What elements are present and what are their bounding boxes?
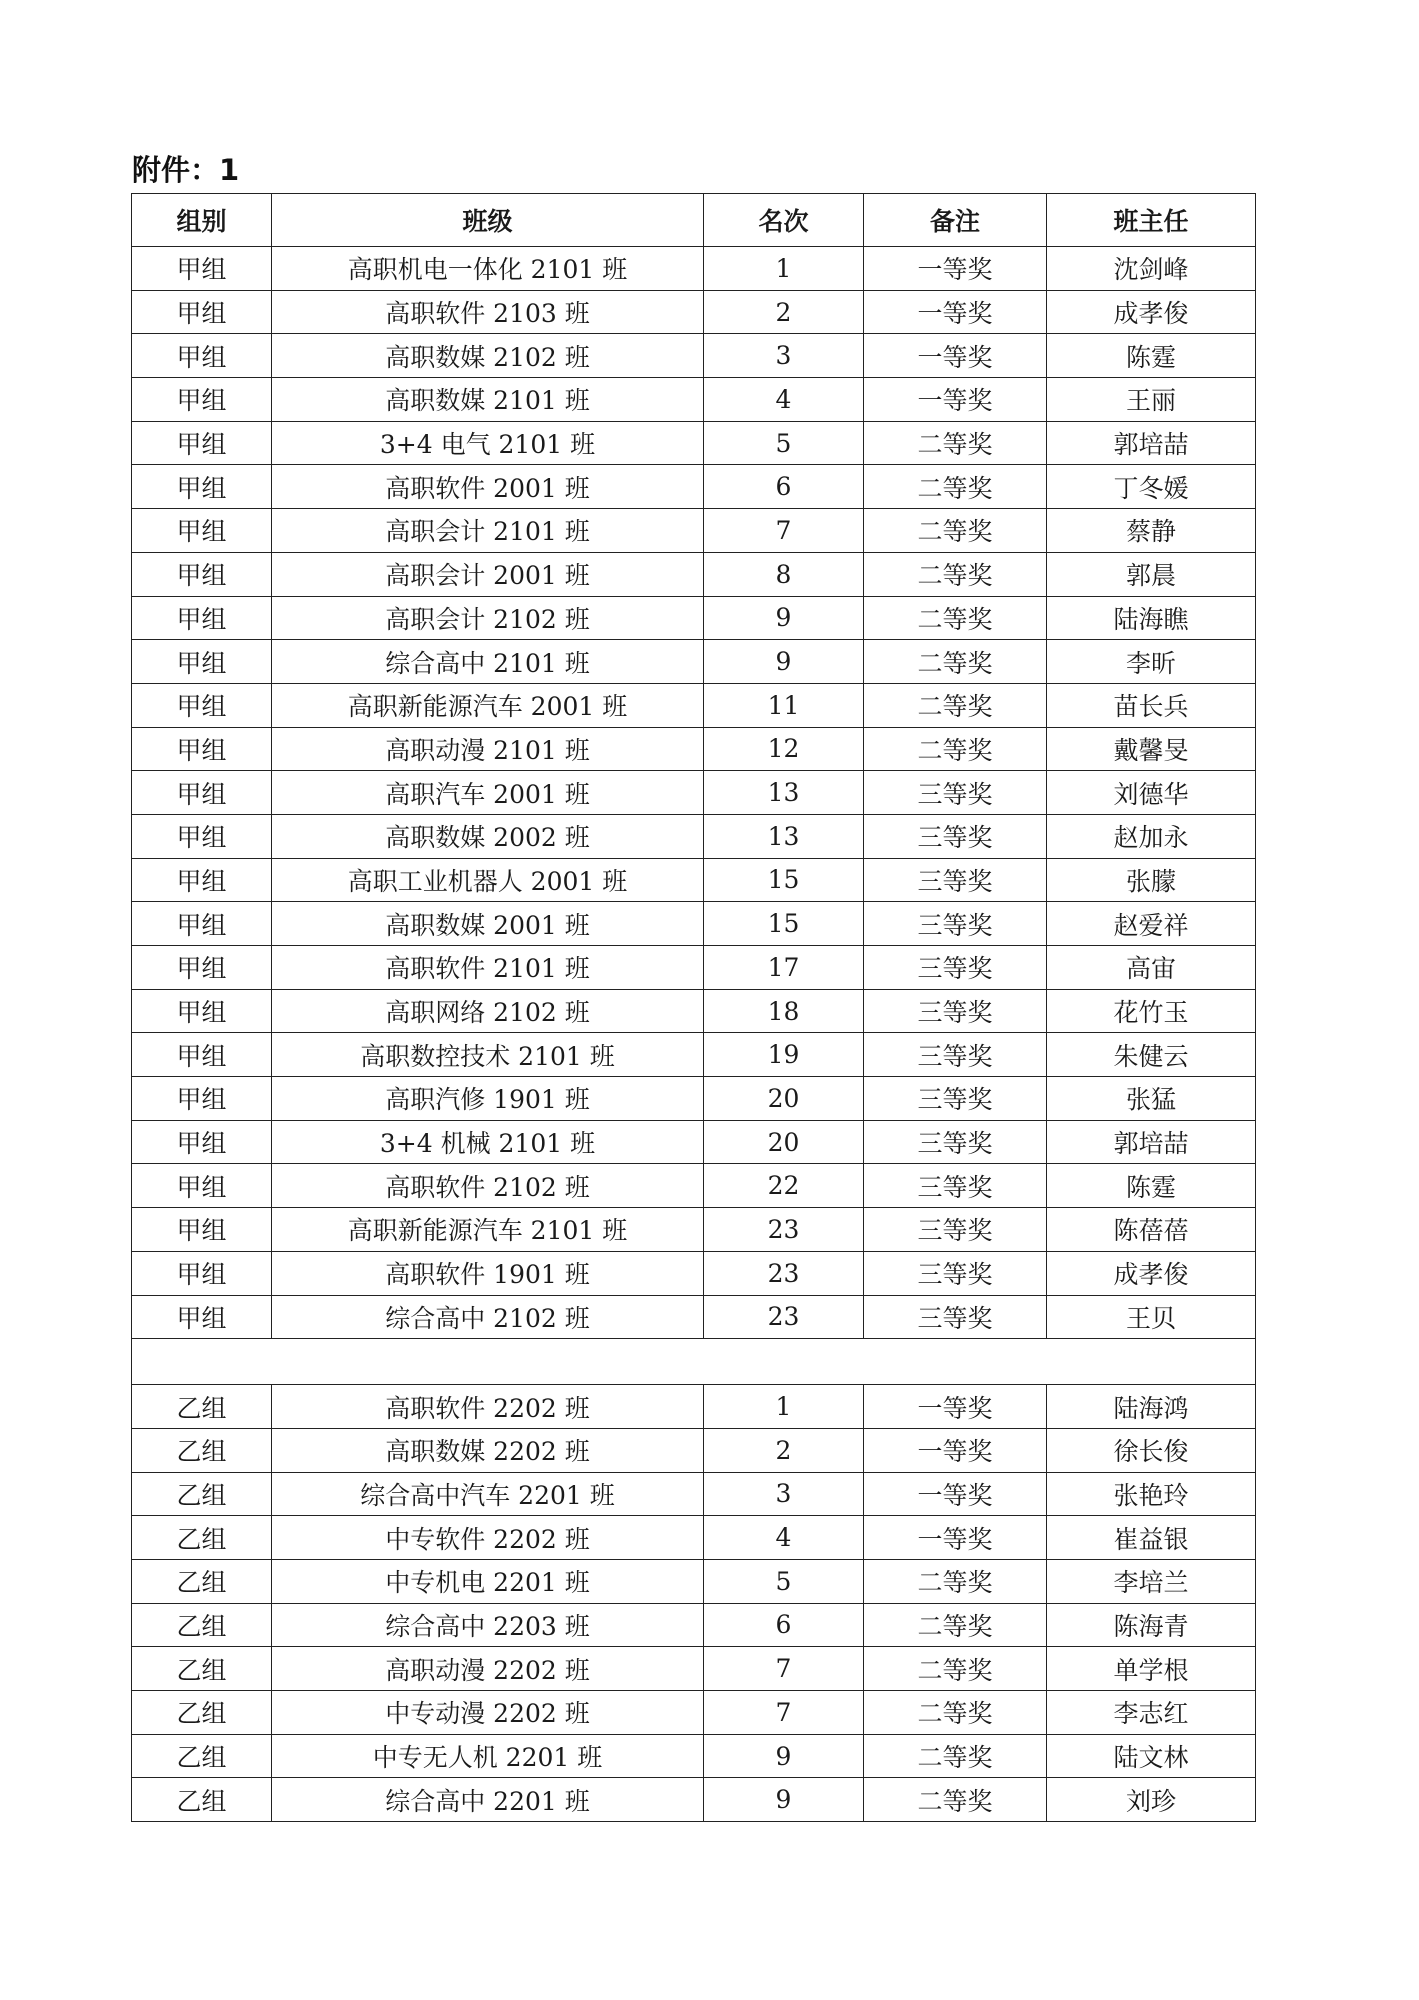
- cell-class: 高职数媒 2002 班: [272, 814, 704, 858]
- table-row: [132, 683, 1256, 727]
- group-b-rows: [132, 1385, 1256, 1822]
- cell-rank: 7: [704, 1647, 864, 1691]
- cell-rank: 13: [704, 814, 864, 858]
- cell-rank: 19: [704, 1033, 864, 1077]
- cell-class: 高职软件 2103 班: [272, 290, 704, 334]
- cell-note: 一等奖: [864, 247, 1047, 291]
- attachment-label: 附件：1: [132, 153, 240, 187]
- cell-note: 二等奖: [864, 1603, 1047, 1647]
- cell-rank: 9: [704, 596, 864, 640]
- table-row: [132, 1033, 1256, 1077]
- cell-rank: 22: [704, 1164, 864, 1208]
- cell-note: 二等奖: [864, 465, 1047, 509]
- cell-rank: 1: [704, 247, 864, 291]
- cell-group: 甲组: [132, 1077, 272, 1121]
- cell-group: 甲组: [132, 946, 272, 990]
- cell-group: 乙组: [132, 1559, 272, 1603]
- awards-table: [131, 193, 1256, 1822]
- table-row: [132, 1295, 1256, 1339]
- cell-class: 高职数媒 2001 班: [272, 902, 704, 946]
- cell-class: 高职数媒 2102 班: [272, 334, 704, 378]
- table-row: [132, 290, 1256, 334]
- cell-note: 三等奖: [864, 1295, 1047, 1339]
- cell-note: 一等奖: [864, 1516, 1047, 1560]
- cell-teacher: 李培兰: [1047, 1559, 1256, 1603]
- cell-group: 甲组: [132, 771, 272, 815]
- cell-teacher: 张朦: [1047, 858, 1256, 902]
- table-row: [132, 640, 1256, 684]
- cell-teacher: 陈霆: [1047, 1164, 1256, 1208]
- cell-class: 中专软件 2202 班: [272, 1516, 704, 1560]
- cell-rank: 20: [704, 1120, 864, 1164]
- cell-rank: 23: [704, 1295, 864, 1339]
- cell-teacher: 陈霆: [1047, 334, 1256, 378]
- cell-group: 甲组: [132, 989, 272, 1033]
- cell-rank: 20: [704, 1077, 864, 1121]
- cell-rank: 2: [704, 290, 864, 334]
- cell-rank: 13: [704, 771, 864, 815]
- cell-note: 二等奖: [864, 640, 1047, 684]
- cell-group: 甲组: [132, 596, 272, 640]
- cell-rank: 23: [704, 1208, 864, 1252]
- cell-group: 甲组: [132, 509, 272, 553]
- table-row: [132, 509, 1256, 553]
- cell-teacher: 徐长俊: [1047, 1428, 1256, 1472]
- cell-group: 甲组: [132, 1120, 272, 1164]
- cell-group: 乙组: [132, 1691, 272, 1735]
- cell-group: 甲组: [132, 552, 272, 596]
- cell-note: 三等奖: [864, 814, 1047, 858]
- group-a-rows: [132, 247, 1256, 1339]
- cell-teacher: 陆海鸿: [1047, 1385, 1256, 1429]
- cell-note: 二等奖: [864, 1691, 1047, 1735]
- cell-teacher: 高宙: [1047, 946, 1256, 990]
- cell-teacher: 花竹玉: [1047, 989, 1256, 1033]
- cell-note: 三等奖: [864, 946, 1047, 990]
- cell-class: 高职会计 2102 班: [272, 596, 704, 640]
- cell-class: 高职会计 2001 班: [272, 552, 704, 596]
- table-row: [132, 1208, 1256, 1252]
- cell-group: 乙组: [132, 1472, 272, 1516]
- cell-note: 二等奖: [864, 596, 1047, 640]
- cell-class: 中专机电 2201 班: [272, 1559, 704, 1603]
- cell-group: 乙组: [132, 1516, 272, 1560]
- group-separator: [132, 1339, 1256, 1385]
- table-row: [132, 1077, 1256, 1121]
- table-row: [132, 1472, 1256, 1516]
- cell-note: 三等奖: [864, 1208, 1047, 1252]
- cell-note: 三等奖: [864, 902, 1047, 946]
- cell-group: 甲组: [132, 247, 272, 291]
- cell-rank: 15: [704, 902, 864, 946]
- cell-class: 综合高中 2201 班: [272, 1778, 704, 1822]
- cell-teacher: 苗长兵: [1047, 683, 1256, 727]
- cell-note: 一等奖: [864, 378, 1047, 422]
- cell-teacher: 张猛: [1047, 1077, 1256, 1121]
- cell-class: 高职新能源汽车 2001 班: [272, 683, 704, 727]
- cell-class: 综合高中 2102 班: [272, 1295, 704, 1339]
- cell-class: 高职机电一体化 2101 班: [272, 247, 704, 291]
- table-row: [132, 1516, 1256, 1560]
- cell-class: 综合高中 2101 班: [272, 640, 704, 684]
- cell-rank: 18: [704, 989, 864, 1033]
- cell-group: 乙组: [132, 1734, 272, 1778]
- table-row: [132, 552, 1256, 596]
- cell-class: 高职数媒 2101 班: [272, 378, 704, 422]
- cell-class: 综合高中汽车 2201 班: [272, 1472, 704, 1516]
- cell-teacher: 陈海青: [1047, 1603, 1256, 1647]
- table-row: [132, 1691, 1256, 1735]
- cell-teacher: 郭培喆: [1047, 421, 1256, 465]
- cell-class: 高职工业机器人 2001 班: [272, 858, 704, 902]
- table-row: [132, 814, 1256, 858]
- cell-teacher: 朱健云: [1047, 1033, 1256, 1077]
- table-row: [132, 596, 1256, 640]
- table-row: [132, 1603, 1256, 1647]
- cell-group: 乙组: [132, 1778, 272, 1822]
- table-row: [132, 1734, 1256, 1778]
- cell-class: 高职网络 2102 班: [272, 989, 704, 1033]
- cell-teacher: 王贝: [1047, 1295, 1256, 1339]
- table-row: [132, 378, 1256, 422]
- cell-class: 高职汽车 2001 班: [272, 771, 704, 815]
- cell-teacher: 郭培喆: [1047, 1120, 1256, 1164]
- cell-group: 甲组: [132, 465, 272, 509]
- table-row: [132, 1120, 1256, 1164]
- cell-note: 三等奖: [864, 989, 1047, 1033]
- cell-rank: 7: [704, 509, 864, 553]
- cell-rank: 9: [704, 1734, 864, 1778]
- cell-teacher: 沈剑峰: [1047, 247, 1256, 291]
- cell-rank: 6: [704, 1603, 864, 1647]
- cell-class: 高职软件 2202 班: [272, 1385, 704, 1429]
- cell-rank: 5: [704, 1559, 864, 1603]
- cell-note: 三等奖: [864, 1251, 1047, 1295]
- cell-note: 三等奖: [864, 1120, 1047, 1164]
- cell-class: 中专无人机 2201 班: [272, 1734, 704, 1778]
- table-row: [132, 1428, 1256, 1472]
- cell-rank: 23: [704, 1251, 864, 1295]
- table-row: [132, 465, 1256, 509]
- table-row: [132, 946, 1256, 990]
- cell-class: 3+4 电气 2101 班: [272, 421, 704, 465]
- cell-note: 二等奖: [864, 683, 1047, 727]
- cell-class: 综合高中 2203 班: [272, 1603, 704, 1647]
- table-header-row: [132, 194, 1256, 247]
- cell-class: 3+4 机械 2101 班: [272, 1120, 704, 1164]
- table-row: [132, 989, 1256, 1033]
- table-row: [132, 727, 1256, 771]
- cell-note: 一等奖: [864, 290, 1047, 334]
- cell-teacher: 陆文林: [1047, 1734, 1256, 1778]
- cell-teacher: 丁冬媛: [1047, 465, 1256, 509]
- table-row: [132, 1164, 1256, 1208]
- cell-rank: 4: [704, 378, 864, 422]
- table-row: [132, 1778, 1256, 1822]
- cell-class: 高职软件 1901 班: [272, 1251, 704, 1295]
- cell-teacher: 郭晨: [1047, 552, 1256, 596]
- cell-teacher: 张艳玲: [1047, 1472, 1256, 1516]
- cell-group: 甲组: [132, 1251, 272, 1295]
- cell-class: 高职软件 2102 班: [272, 1164, 704, 1208]
- cell-rank: 9: [704, 1778, 864, 1822]
- cell-teacher: 成孝俊: [1047, 290, 1256, 334]
- header-group: 组别: [132, 194, 272, 247]
- cell-rank: 6: [704, 465, 864, 509]
- cell-note: 二等奖: [864, 1778, 1047, 1822]
- cell-note: 一等奖: [864, 1385, 1047, 1429]
- cell-note: 一等奖: [864, 1428, 1047, 1472]
- cell-teacher: 戴馨旻: [1047, 727, 1256, 771]
- cell-rank: 7: [704, 1691, 864, 1735]
- cell-teacher: 单学根: [1047, 1647, 1256, 1691]
- cell-teacher: 刘珍: [1047, 1778, 1256, 1822]
- cell-class: 高职动漫 2101 班: [272, 727, 704, 771]
- header-note: 备注: [864, 194, 1047, 247]
- cell-rank: 5: [704, 421, 864, 465]
- cell-rank: 15: [704, 858, 864, 902]
- cell-group: 甲组: [132, 290, 272, 334]
- spacer-cell: [132, 1339, 1256, 1385]
- table-row: [132, 902, 1256, 946]
- cell-group: 甲组: [132, 683, 272, 727]
- cell-note: 三等奖: [864, 1077, 1047, 1121]
- table-row: [132, 1385, 1256, 1429]
- cell-group: 甲组: [132, 640, 272, 684]
- cell-note: 三等奖: [864, 771, 1047, 815]
- cell-group: 乙组: [132, 1428, 272, 1472]
- cell-class: 高职汽修 1901 班: [272, 1077, 704, 1121]
- cell-class: 高职软件 2101 班: [272, 946, 704, 990]
- cell-class: 高职会计 2101 班: [272, 509, 704, 553]
- table-row: [132, 334, 1256, 378]
- table-row: [132, 1251, 1256, 1295]
- cell-group: 乙组: [132, 1385, 272, 1429]
- cell-note: 三等奖: [864, 1164, 1047, 1208]
- cell-note: 三等奖: [864, 858, 1047, 902]
- cell-group: 甲组: [132, 1164, 272, 1208]
- cell-teacher: 刘德华: [1047, 771, 1256, 815]
- cell-class: 高职数控技术 2101 班: [272, 1033, 704, 1077]
- cell-class: 高职软件 2001 班: [272, 465, 704, 509]
- cell-group: 甲组: [132, 1295, 272, 1339]
- cell-class: 高职动漫 2202 班: [272, 1647, 704, 1691]
- table-row: [132, 771, 1256, 815]
- cell-note: 二等奖: [864, 1559, 1047, 1603]
- cell-rank: 1: [704, 1385, 864, 1429]
- cell-teacher: 成孝俊: [1047, 1251, 1256, 1295]
- cell-teacher: 陈蓓蓓: [1047, 1208, 1256, 1252]
- cell-teacher: 崔益银: [1047, 1516, 1256, 1560]
- cell-teacher: 李昕: [1047, 640, 1256, 684]
- cell-rank: 3: [704, 1472, 864, 1516]
- cell-group: 甲组: [132, 902, 272, 946]
- cell-class: 高职新能源汽车 2101 班: [272, 1208, 704, 1252]
- cell-teacher: 王丽: [1047, 378, 1256, 422]
- cell-teacher: 陆海瞧: [1047, 596, 1256, 640]
- cell-group: 甲组: [132, 814, 272, 858]
- cell-class: 中专动漫 2202 班: [272, 1691, 704, 1735]
- table-row: [132, 421, 1256, 465]
- cell-note: 一等奖: [864, 1472, 1047, 1516]
- cell-group: 甲组: [132, 378, 272, 422]
- cell-note: 一等奖: [864, 334, 1047, 378]
- cell-group: 甲组: [132, 334, 272, 378]
- cell-rank: 4: [704, 1516, 864, 1560]
- cell-rank: 3: [704, 334, 864, 378]
- cell-note: 三等奖: [864, 1033, 1047, 1077]
- cell-note: 二等奖: [864, 552, 1047, 596]
- header-teacher: 班主任: [1047, 194, 1256, 247]
- spacer-row: [132, 1339, 1256, 1385]
- cell-group: 甲组: [132, 858, 272, 902]
- cell-group: 乙组: [132, 1603, 272, 1647]
- cell-group: 乙组: [132, 1647, 272, 1691]
- cell-group: 甲组: [132, 1208, 272, 1252]
- cell-group: 甲组: [132, 421, 272, 465]
- header-rank: 名次: [704, 194, 864, 247]
- cell-teacher: 蔡静: [1047, 509, 1256, 553]
- header-class: 班级: [272, 194, 704, 247]
- cell-note: 二等奖: [864, 1647, 1047, 1691]
- table-row: [132, 247, 1256, 291]
- cell-rank: 2: [704, 1428, 864, 1472]
- cell-teacher: 李志红: [1047, 1691, 1256, 1735]
- cell-rank: 8: [704, 552, 864, 596]
- cell-note: 二等奖: [864, 1734, 1047, 1778]
- cell-group: 甲组: [132, 727, 272, 771]
- cell-rank: 12: [704, 727, 864, 771]
- cell-note: 二等奖: [864, 421, 1047, 465]
- cell-class: 高职数媒 2202 班: [272, 1428, 704, 1472]
- cell-rank: 17: [704, 946, 864, 990]
- cell-teacher: 赵加永: [1047, 814, 1256, 858]
- cell-rank: 11: [704, 683, 864, 727]
- cell-teacher: 赵爱祥: [1047, 902, 1256, 946]
- table-row: [132, 1559, 1256, 1603]
- table-row: [132, 858, 1256, 902]
- cell-note: 二等奖: [864, 727, 1047, 771]
- cell-group: 甲组: [132, 1033, 272, 1077]
- cell-rank: 9: [704, 640, 864, 684]
- table-row: [132, 1647, 1256, 1691]
- cell-note: 二等奖: [864, 509, 1047, 553]
